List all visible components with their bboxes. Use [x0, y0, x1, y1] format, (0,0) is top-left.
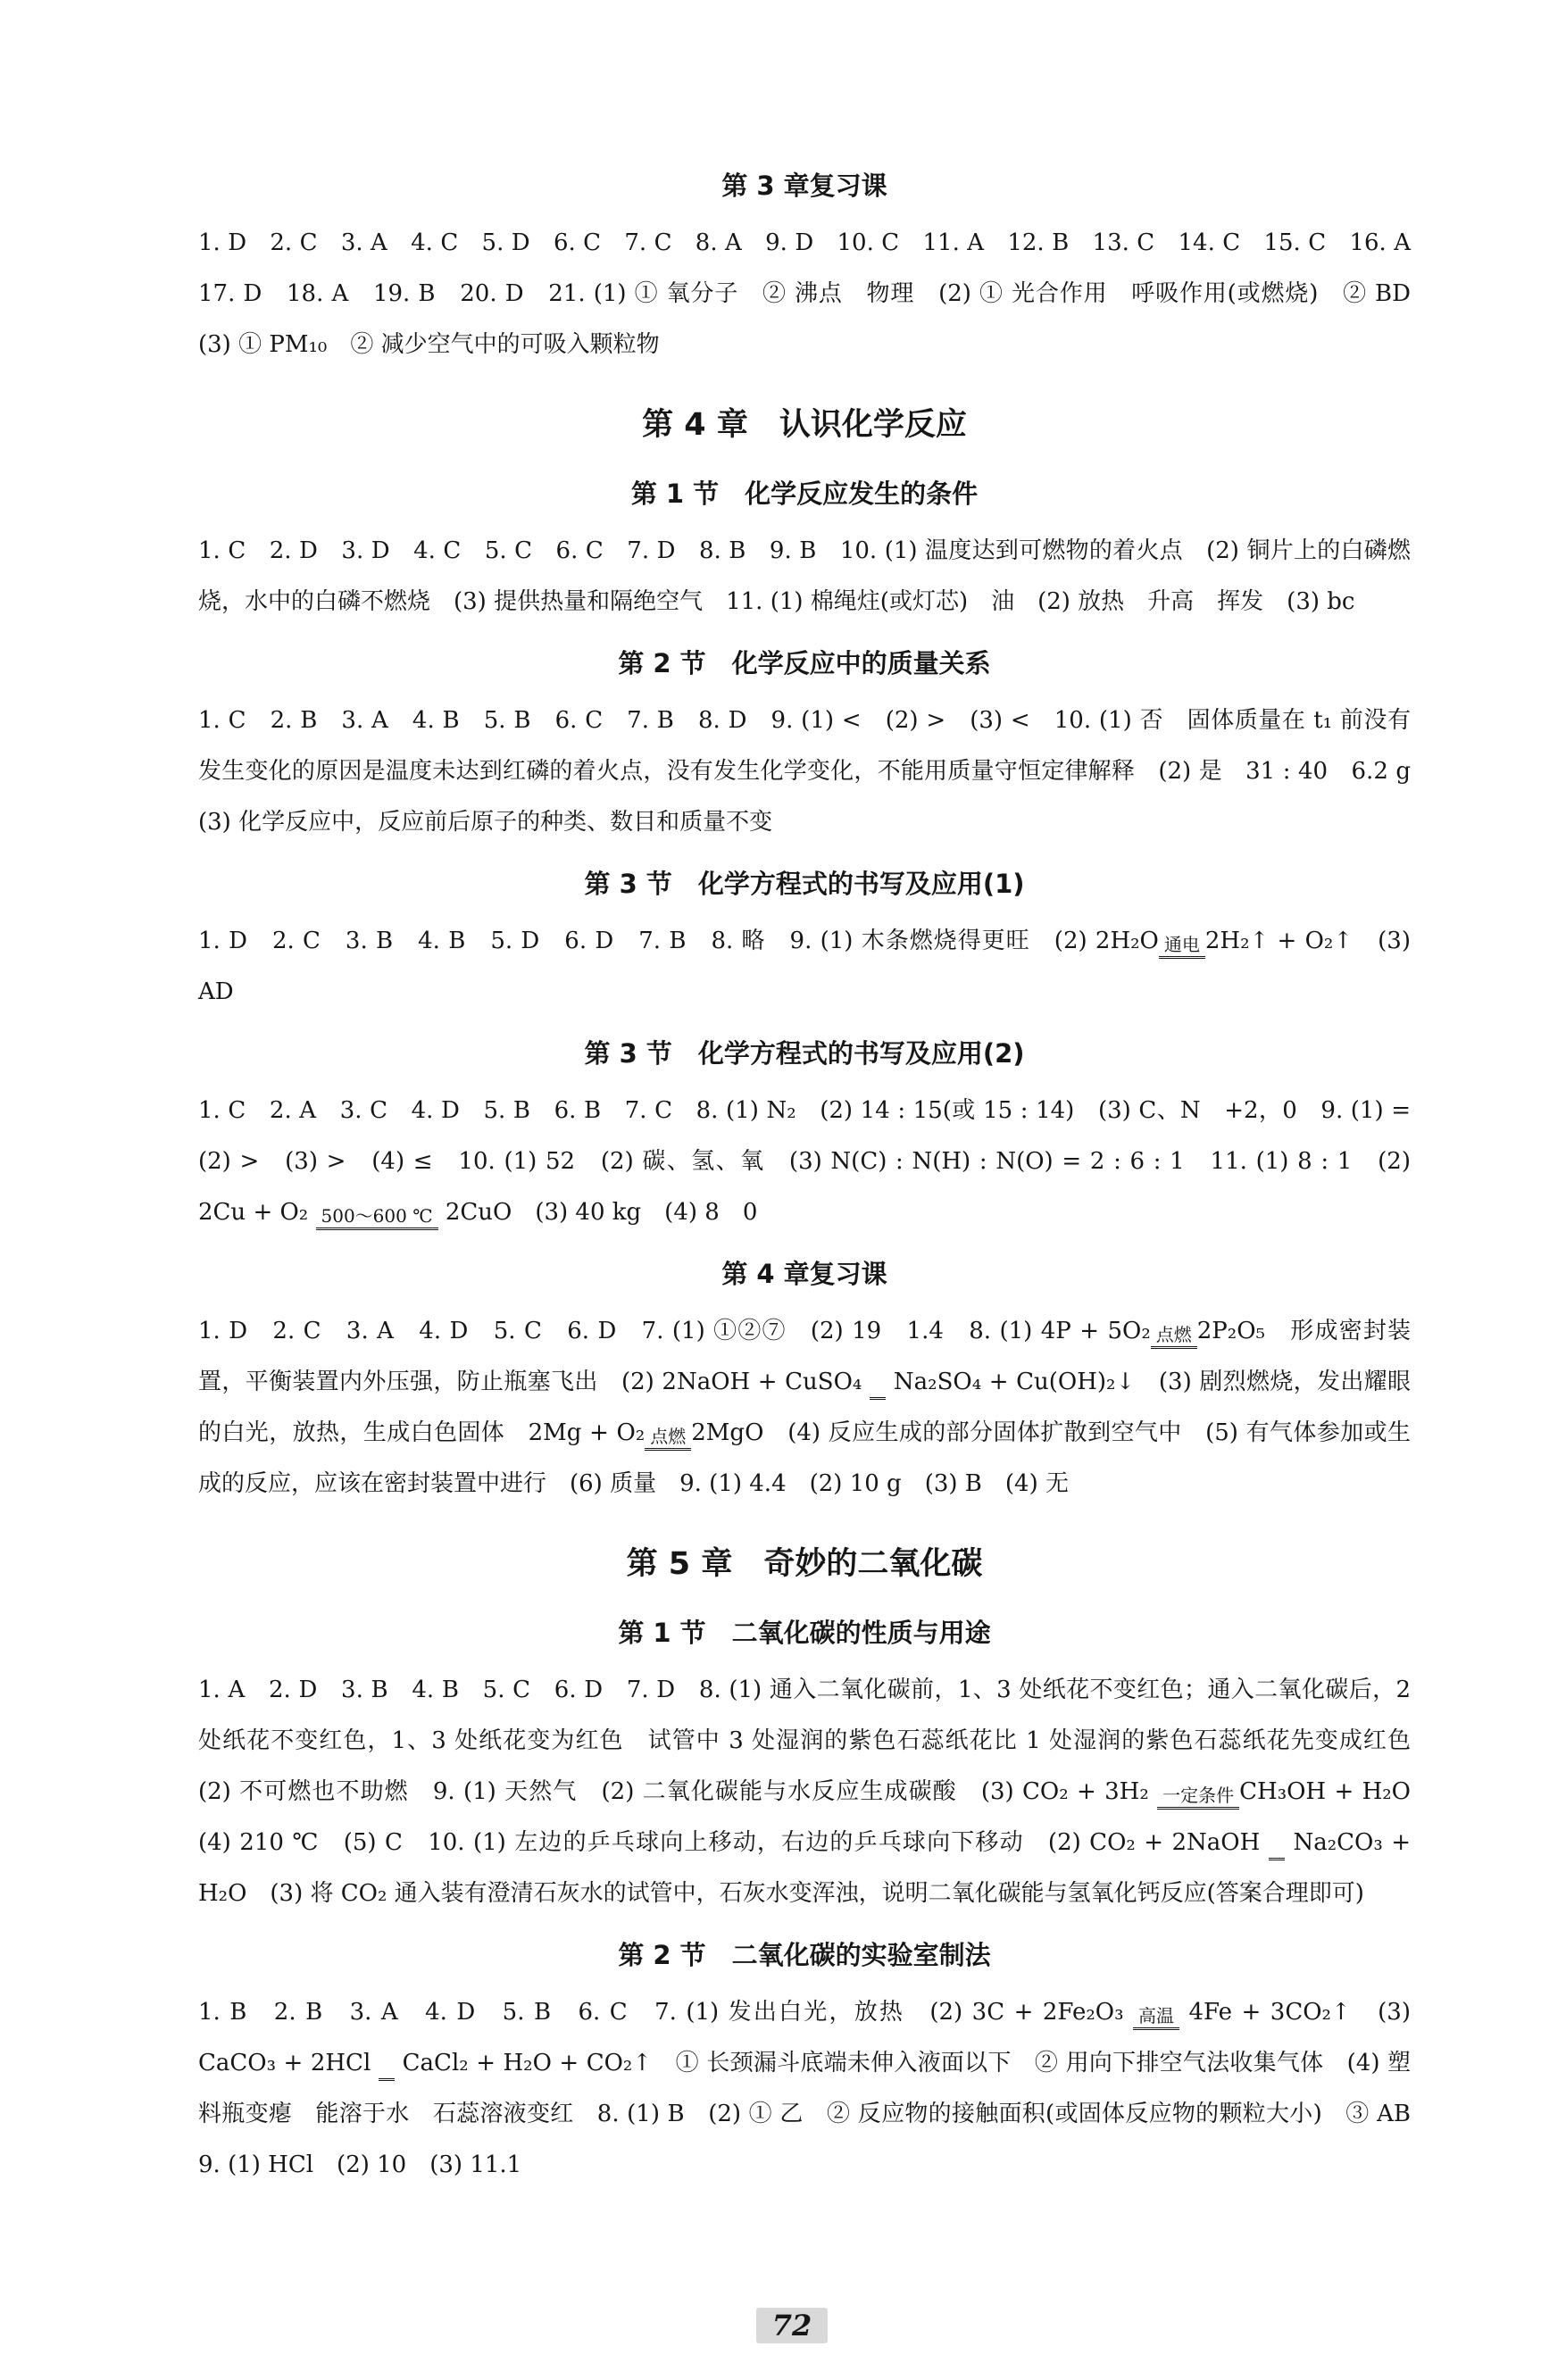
section-heading: 第 3 节 化学方程式的书写及应用(1)	[584, 869, 1025, 899]
equals-sign	[379, 2078, 395, 2085]
condition-label: 高温	[1138, 2005, 1175, 2026]
section-heading: 第 1 节 二氧化碳的性质与用途	[618, 1618, 991, 1648]
condition-label	[1269, 1837, 1285, 1858]
answer-text: Na₂CO₃ + H₂O (3) 将 CO₂ 通入装有澄清石灰水的试管中，石灰水变浑浊，说明二氧化碳能与氢氧化钙反应(答案合理即可)	[198, 1829, 1419, 1907]
answer-text: 1. D 2. C 3. A 4. C 5. D 6. C 7. C 8. A 9. D 10. C 11. A 12. B 13. C 14. C 15. C 16. A 17. D 18. A 19. B 20. D 21. (1) ① 氧分子 ② 沸点 物理 (2) ① 光合作用 呼吸作用(或燃烧) ② BD (3) ① PM₁₀ ② 减少空气中的可吸入颗粒物	[198, 229, 1435, 358]
condition-label: 点燃	[1155, 1324, 1192, 1345]
section-heading: 第 3 章复习课	[721, 171, 887, 201]
condition-label	[870, 1377, 886, 1397]
answer-text: 2CuO (3) 40 kg (4) 8 0	[437, 1199, 758, 1226]
condition-label: 一定条件	[1162, 1785, 1235, 1806]
section-heading: 第 4 章复习课	[721, 1259, 887, 1289]
answer-text: 2H₂↑ + O₂↑ (3) AD	[198, 928, 1419, 1005]
answer-text: 1. C 2. B 3. A 4. B 5. B 6. C 7. B 8. D 9. (1) < (2) > (3) < 10. (1) 否 固体质量在 t₁ 前没有发生变化的原因是温度未达到红磷的着火点，没有发生化学变化，不能用质量守恒定律解释 (2) 是 31 : 40 6.2 g (3) 化学反应中，反应前后原子的种类、数目和质量不变	[198, 707, 1435, 836]
answer-content	[198, 150, 1435, 2191]
equals-sign	[645, 1448, 691, 1454]
reaction-condition	[1157, 1786, 1239, 1813]
reaction-condition	[645, 1427, 691, 1454]
equals-sign	[316, 1227, 438, 1234]
equals-sign	[870, 1397, 886, 1403]
answer-text: 1. C 2. D 3. D 4. C 5. C 6. C 7. D 8. B 9. B 10. (1) 温度达到可燃物的着火点 (2) 铜片上的白磷燃烧，水中的白磷不燃烧 (3) 提供热量和隔绝空气 11. (1) 棉绳炷(或灯芯) 油 (2) 放热 升高 挥发 (3) bc	[198, 537, 1411, 615]
reaction-condition	[1269, 1837, 1285, 1864]
answer-paragraph	[198, 218, 1435, 370]
answer-paragraph	[198, 1665, 1435, 1919]
answer-text: 1. D 2. C 3. B 4. B 5. D 6. D 7. B 8. 略 9. (1) 木条燃烧得更旺 (2) 2H₂O	[198, 928, 1159, 954]
section-heading: 第 2 节 化学反应中的质量关系	[618, 648, 991, 678]
reaction-condition	[870, 1377, 886, 1403]
answer-paragraph	[198, 1306, 1411, 1510]
section-heading: 第 3 节 化学方程式的书写及应用(2)	[584, 1038, 1025, 1069]
reaction-condition	[379, 2058, 395, 2085]
reaction-condition	[1151, 1326, 1197, 1352]
page-number: 72	[756, 2308, 828, 2343]
chapter-heading: 第 5 章 奇妙的二氧化碳	[626, 1546, 983, 1582]
section-heading: 第 1 节 化学反应发生的条件	[630, 478, 979, 509]
answer-text: 4Fe + 3CO₂↑ (3) CaCO₃ + 2HCl	[198, 1999, 1419, 2076]
answer-text: 1. D 2. C 3. A 4. D 5. C 6. D 7. (1) ①②⑦ (2) 19 1.4 8. (1) 4P + 5O₂	[198, 1318, 1151, 1344]
condition-label	[379, 2058, 395, 2078]
equals-sign	[1133, 2027, 1179, 2034]
section-heading: 第 2 节 二氧化碳的实验室制法	[618, 1940, 991, 1970]
condition-label: 500～600 ℃	[321, 1205, 433, 1227]
answer-text: 2P₂O₅ 形成密封装置，平衡装置内外压强，防止瓶塞飞出 (2) 2NaOH + CuSO₄	[198, 1318, 1411, 1395]
chapter-heading: 第 4 章 认识化学反应	[642, 407, 967, 443]
answer-paragraph	[198, 1086, 1435, 1238]
reaction-condition	[1133, 2007, 1179, 2034]
answer-paragraph	[198, 916, 1419, 1018]
answer-text: Na₂SO₄ + Cu(OH)₂↓ (3) 剧烈燃烧，发出耀眼的白光，放热，生成白色固体 2Mg + O₂	[198, 1369, 1411, 1446]
equals-sign	[1159, 956, 1205, 962]
answer-text: 2MgO (4) 反应生成的部分固体扩散到空气中 (5) 有气体参加或生成的反应，应该在密封装置中进行 (6) 质量 9. (1) 4.4 (2) 10 g (3) B (4) 无	[198, 1419, 1411, 1497]
condition-label: 通电	[1163, 934, 1200, 955]
equals-sign	[1269, 1858, 1285, 1864]
condition-label: 点燃	[650, 1426, 687, 1447]
answer-text: 1. B 2. B 3. A 4. D 5. B 6. C 7. (1) 发出白光，放热 (2) 3C + 2Fe₂O₃	[198, 1999, 1134, 2026]
answer-text: 1. C 2. A 3. C 4. D 5. B 6. B 7. C 8. (1) N₂ (2) 14 : 15(或 15 : 14) (3) C、N +2，0 9. (1) = (2) > (3) > (4) ≤ 10. (1) 52 (2) 碳、氢、氧 (3) N(C) : N(H) : N(O) = 2 : 6 : 1 11. (1) 8 : 1 (2) 2Cu + O₂	[198, 1097, 1435, 1226]
answer-text: 1. A 2. D 3. B 4. B 5. C 6. D 7. D 8. (1) 通入二氧化碳前，1、3 处纸花不变红色；通入二氧化碳后，2 处纸花不变红色，1、3 处纸花变为红色 试管中 3 处湿润的紫色石蕊纸花比 1 处湿润的紫色石蕊纸花先变成红色 (2) 不可燃也不助燃 9. (1) 天然气 (2) 二氧化碳能与水反应生成碳酸 (3) CO₂ + 3H₂	[198, 1677, 1435, 1805]
reaction-condition	[1159, 936, 1205, 962]
answer-paragraph	[198, 526, 1411, 628]
answer-paragraph	[198, 1987, 1435, 2191]
equals-sign	[1151, 1346, 1197, 1352]
answer-text: CH₃OH + H₂O (4) 210 ℃ (5) C 10. (1) 左边的乒乓球向上移动，右边的乒乓球向下移动 (2) CO₂ + 2NaOH	[198, 1778, 1435, 1856]
equals-sign	[1157, 1807, 1239, 1813]
reaction-condition	[316, 1207, 438, 1234]
answer-text: CaCl₂ + H₂O + CO₂↑ ① 长颈漏斗底端未伸入液面以下 ② 用向下排空气法收集气体 (4) 塑料瓶变瘪 能溶于水 石蕊溶液变红 8. (1) B (2) ① 乙 ② 反应物的接触面积(或固体反应物的颗粒大小) ③ AB 9. (1) HCl (2) 10 (3) 11.1	[198, 2050, 1435, 2178]
answer-paragraph	[198, 695, 1435, 848]
